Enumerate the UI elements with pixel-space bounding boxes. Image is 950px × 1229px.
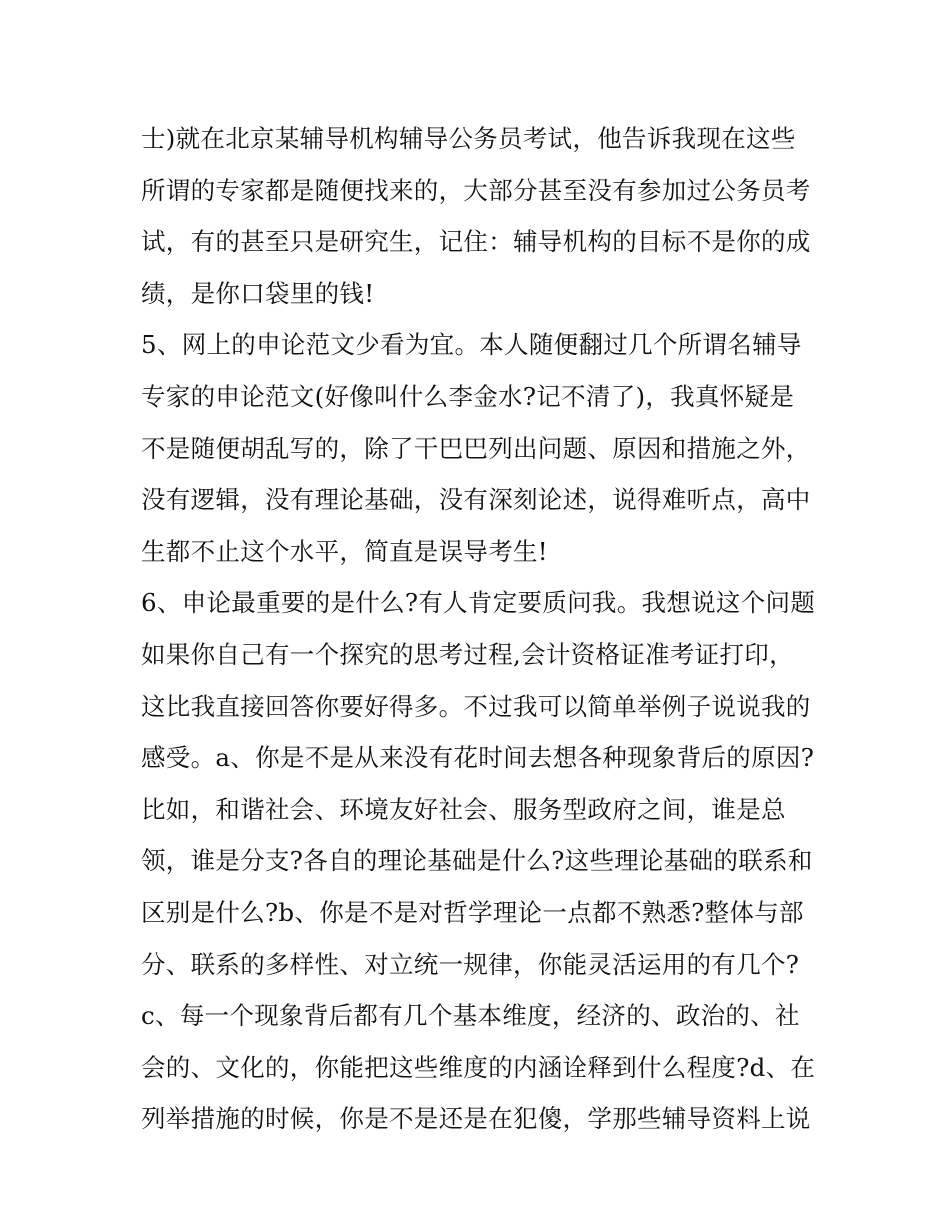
text-line: 生都不止这个水平，简直是误导考生! — [141, 536, 548, 566]
text-line: 试，有的甚至只是研究生，记住：辅导机构的目标不是你的成 — [141, 227, 811, 257]
text-line: 没有逻辑，没有理论基础，没有深刻论述，说得难听点，高中 — [141, 485, 811, 515]
text-line: 所谓的专家都是随便找来的，大部分甚至没有参加过公务员考 — [141, 175, 811, 205]
text-line: 如果你自己有一个探究的思考过程,会计资格证准考证打印， — [141, 639, 794, 669]
text-line: 会的、文化的，你能把这些维度的内涵诠释到什么程度?d、在 — [141, 1052, 816, 1082]
text-line: 不是随便胡乱写的，除了干巴巴列出问题、原因和措施之外， — [141, 433, 811, 463]
text-line: 绩，是你口袋里的钱! — [141, 278, 375, 308]
text-line: 专家的申论范文(好像叫什么李金水?记不清了)，我真怀疑是 — [141, 381, 795, 411]
text-line: 感受。a、你是不是从来没有花时间去想各种现象背后的原因? — [141, 743, 815, 773]
text-line: 列举措施的时候，你是不是还是在犯傻，学那些辅导资料上说 — [141, 1104, 811, 1134]
text-line: 这比我直接回答你要好得多。不过我可以简单举例子说说我的 — [141, 691, 811, 721]
text-line: 士)就在北京某辅导机构辅导公务员考试，他告诉我现在这些 — [141, 124, 796, 153]
text-line: 6、申论最重要的是什么?有人肯定要质问我。我想说这个问题 — [141, 588, 816, 618]
text-line: c、每一个现象背后都有几个基本维度，经济的、政治的、社 — [141, 1001, 800, 1031]
text-line: 区别是什么?b、你是不是对哲学理论一点都不熟悉?整体与部 — [141, 897, 804, 927]
document-body — [141, 113, 821, 1145]
text-line: 比如，和谐社会、环境友好社会、服务型政府之间，谁是总 — [141, 794, 786, 824]
text-line: 分、联系的多样性、对立统一规律，你能灵活运用的有几个? — [141, 949, 800, 979]
text-line: 5、网上的申论范文少看为宜。本人随便翻过几个所谓名辅导 — [141, 330, 802, 360]
text-line: 领，谁是分支?各自的理论基础是什么?这些理论基础的联系和 — [141, 846, 813, 876]
